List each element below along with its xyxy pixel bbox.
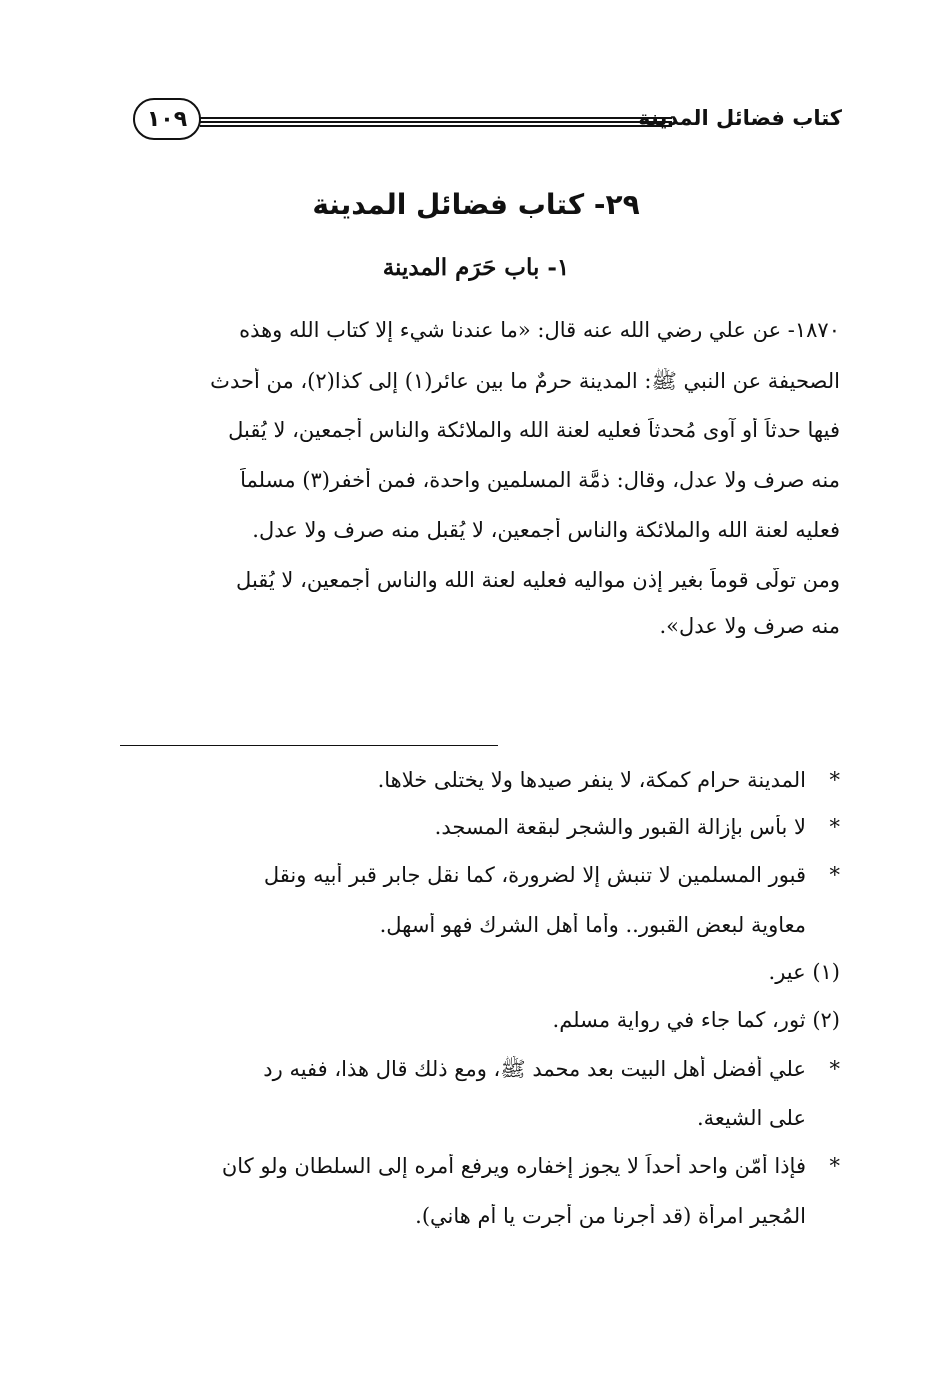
note-text: المدينة حرام كمكة، لا ينفر صيدها ولا يختلى خلاها. [377,768,806,792]
body-line: فعليه لعنة الله والملائكة والناس أجمعين، لا يُقبل منه صرف ولا عدل. [252,518,840,542]
footnote-2: (٢) ثور، كما جاء في رواية مسلم. [552,1008,840,1032]
asterisk-icon: * [829,1154,840,1178]
body-line: منه صرف ولا عدل». [659,614,840,638]
body-line: ١٨٧٠- عن علي رضي الله عنه قال: «ما عندنا شيء إلا كتاب الله وهذه [239,318,840,342]
asterisk-icon: * [829,768,840,792]
header-rule [200,125,672,127]
body-line: ومن تولَّى قوماً بغير إذن مواليه فعليه لعنة الله والناس أجمعين، لا يُقبل [236,568,840,592]
asterisk-icon: * [829,1057,840,1081]
note-item [128,1154,840,1178]
asterisk-icon: * [829,863,840,887]
footnote-1: (١) عير. [768,960,840,984]
note-continuation: على الشيعة. [696,1106,806,1130]
note-text: فإذا أمّن واحد أحداً لا يجوز إخفاره ويرفع أمره إلى السلطان ولو كان [221,1154,806,1178]
running-title: كتاب فضائل المدينة [638,106,842,130]
note-item [128,863,840,887]
note-text: علي أفضل أهل البيت بعد محمد ﷺ، ومع ذلك قال هذا، ففيه رد [263,1057,806,1081]
body-line: فيها حدثاً أو آوى مُحدثاً فعليه لعنة الله والملائكة والناس أجمعين، لا يُقبل [228,418,840,442]
body-line: الصحيفة عن النبي ﷺ: المدينة حرمٌ ما بين عائر(١) إلى كذا(٢)، من أحدث [210,369,840,393]
body-line: منه صرف ولا عدل، وقال: ذمَّة المسلمين واحدة، فمن أخفر(٣) مسلماً [240,468,840,492]
note-item [128,815,840,839]
asterisk-icon: * [829,815,840,839]
note-item [128,768,840,792]
header-rule [200,121,672,123]
note-continuation: المُجير امرأة (قد أجرنا من أجرت يا أم هاني). [415,1204,806,1228]
note-text: لا بأس بإزالة القبور والشجر لبقعة المسجد. [434,815,806,839]
header-rule [200,117,672,119]
note-text: قبور المسلمين لا تنبش إلا لضرورة، كما نقل جابر قبر أبيه ونقل [263,863,806,887]
note-item [128,1056,840,1087]
footnote-separator [120,745,498,746]
section-title: ١- باب حَرَم المدينة [382,254,570,281]
page-number: ١٠٩ [133,98,201,140]
note-continuation: معاوية لبعض القبور.. وأما أهل الشرك فهو أسهل. [379,913,806,937]
chapter-title: ٢٩- كتاب فضائل المدينة [312,188,640,221]
